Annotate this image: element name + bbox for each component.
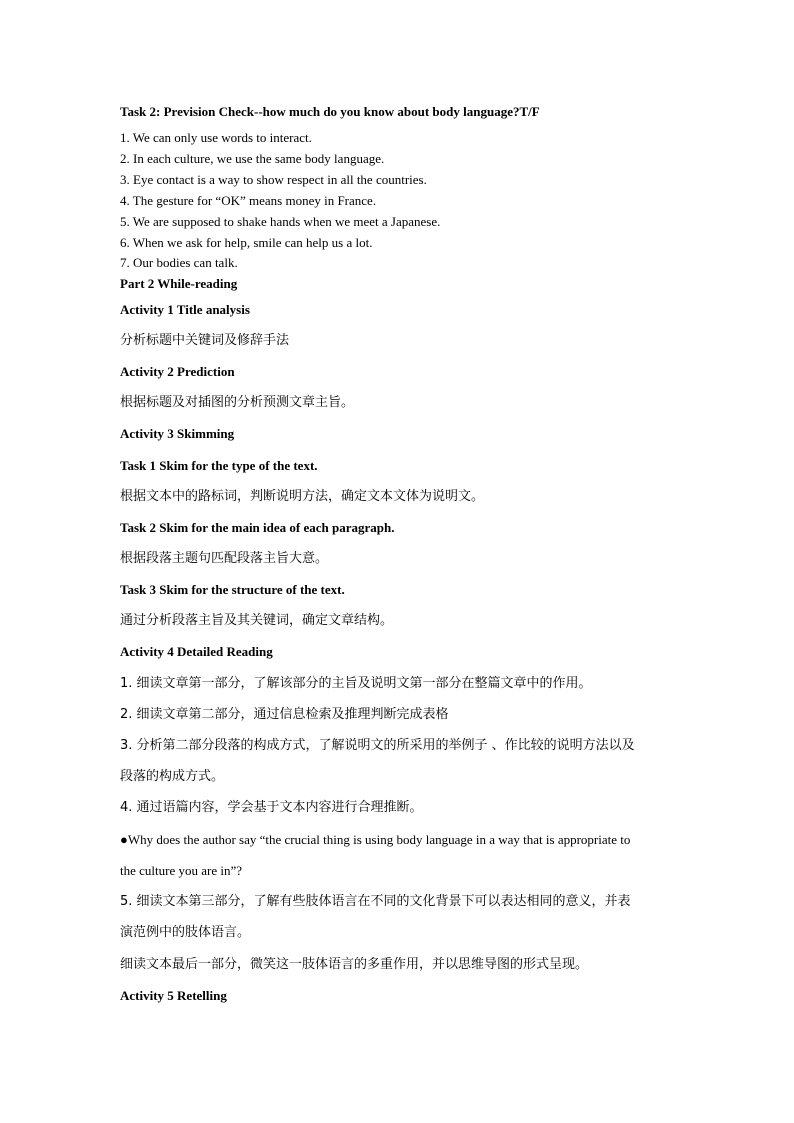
activity3-task1-text: 根据文本中的路标词，判断说明方法，确定文本文体为说明文。 bbox=[120, 489, 485, 504]
activity1-heading: Activity 1 Title analysis bbox=[120, 302, 250, 317]
activity4-question-line1: ●Why does the author say “the crucial thing is using body language in a way that is appropriate to bbox=[120, 832, 631, 847]
activity4-heading: Activity 4 Detailed Reading bbox=[120, 644, 273, 659]
activity4-item-2: 2. 细读文章第二部分，通过信息检索及推理判断完成表格 bbox=[120, 707, 449, 722]
activity4-item-4: 4. 通过语篇内容，学会基于文本内容进行合理推断。 bbox=[120, 800, 423, 815]
activity3-task1-heading: Task 1 Skim for the type of the text. bbox=[120, 458, 318, 473]
activity2-text: 根据标题及对插图的分析预测文章主旨。 bbox=[120, 395, 355, 410]
task2-item-4: 4. The gesture for “OK” means money in France. bbox=[120, 193, 377, 208]
activity4-item-5-line2: 演范例中的肢体语言。 bbox=[120, 925, 251, 940]
task2-item-3: 3. Eye contact is a way to show respect in all the countries. bbox=[120, 172, 427, 187]
part2-heading: Part 2 While-reading bbox=[120, 276, 238, 291]
task2-item-1: 1. We can only use words to interact. bbox=[120, 130, 312, 145]
task2-item-6: 6. When we ask for help, smile can help us a lot. bbox=[120, 235, 373, 250]
activity1-text: 分析标题中关键词及修辞手法 bbox=[120, 333, 290, 348]
activity4-item-5-line1: 5. 细读文本第三部分，了解有些肢体语言在不同的文化背景下可以表达相同的意义，并表 bbox=[120, 894, 631, 909]
activity4-last-text: 细读文本最后一部分，微笑这一肢体语言的多重作用，并以思维导图的形式呈现。 bbox=[120, 957, 589, 972]
activity4-item-3-line1: 3. 分析第二部分段落的构成方式，了解说明文的所采用的举例子 、作比较的说明方法以及 bbox=[120, 738, 635, 753]
activity3-task3-text: 通过分析段落主旨及其关键词，确定文章结构。 bbox=[120, 613, 394, 628]
task2-item-7: 7. Our bodies can talk. bbox=[120, 255, 238, 270]
activity4-item-3-line2: 段落的构成方式。 bbox=[120, 769, 225, 784]
activity3-heading: Activity 3 Skimming bbox=[120, 426, 235, 441]
activity4-question-line2: the culture you are in”? bbox=[120, 863, 242, 878]
activity3-task3-heading: Task 3 Skim for the structure of the text. bbox=[120, 582, 345, 597]
task2-item-5: 5. We are supposed to shake hands when we meet a Japanese. bbox=[120, 214, 441, 229]
task2-item-2: 2. In each culture, we use the same body language. bbox=[120, 151, 385, 166]
activity3-task2-heading: Task 2 Skim for the main idea of each paragraph. bbox=[120, 520, 395, 535]
task2-heading: Task 2: Prevision Check--how much do you know about body language?T/F bbox=[120, 104, 540, 119]
activity5-heading: Activity 5 Retelling bbox=[120, 988, 227, 1003]
activity2-heading: Activity 2 Prediction bbox=[120, 364, 235, 379]
activity3-task2-text: 根据段落主题句匹配段落主旨大意。 bbox=[120, 551, 329, 566]
activity4-item-1: 1. 细读文章第一部分，了解该部分的主旨及说明文第一部分在整篇文章中的作用。 bbox=[120, 676, 592, 691]
